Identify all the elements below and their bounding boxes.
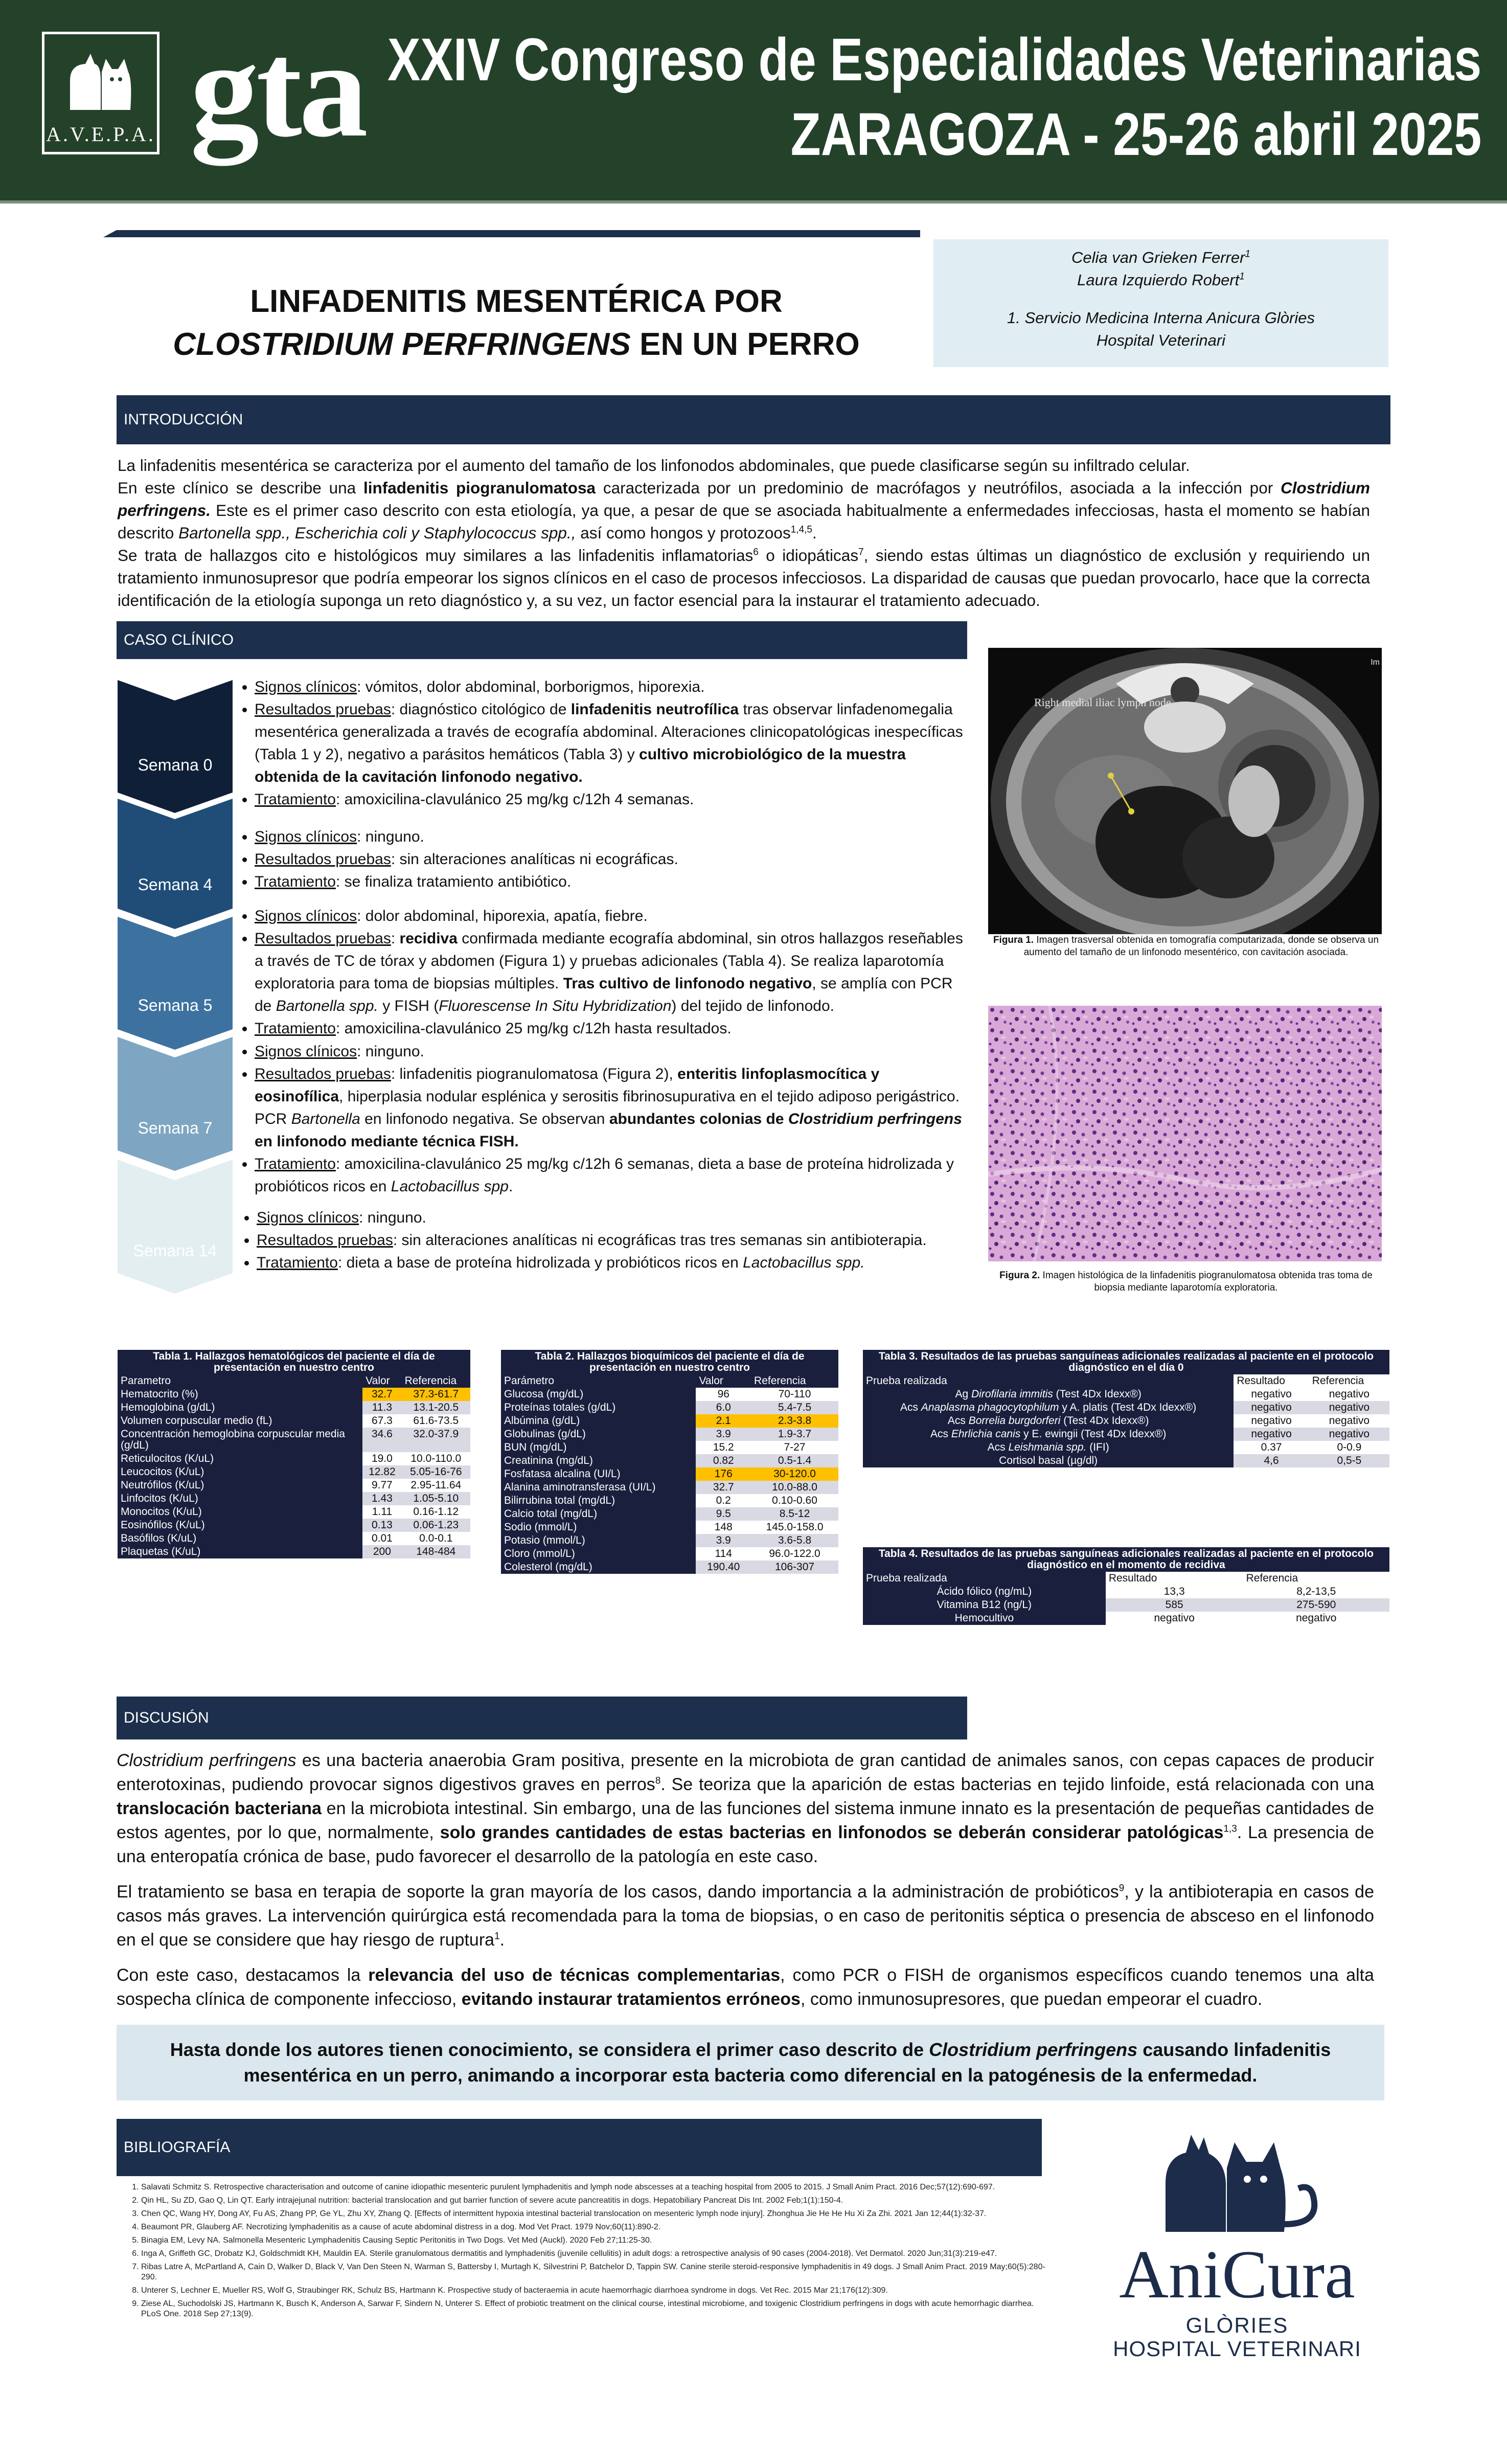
table-cell-reference: negativo bbox=[1329, 1388, 1370, 1400]
week-arrow-7 bbox=[118, 1037, 233, 1171]
table-row bbox=[863, 1441, 1389, 1454]
table-row bbox=[863, 1401, 1389, 1414]
table-cell-test bbox=[863, 1388, 1234, 1401]
table-cell-test: Ácido fólico (ng/mL) bbox=[863, 1585, 1106, 1598]
table-row bbox=[863, 1585, 1389, 1598]
table-cell-reference: 10.0-110.0 bbox=[410, 1453, 462, 1464]
table-cell-reference: negativo bbox=[1309, 1401, 1389, 1414]
table-cell-value: 0.2 bbox=[716, 1495, 731, 1506]
test-suffix: (Test 4Dx Idexx®) bbox=[1060, 1415, 1149, 1427]
table-cell-reference: 8,2-13,5 bbox=[1296, 1586, 1336, 1597]
table-cell-parameter: Hematocrito (%) bbox=[118, 1388, 362, 1401]
table-3-header: Resultado bbox=[1234, 1374, 1309, 1388]
intro-paragraph-1: La linfadenitis mesentérica se caracteriza por el aumento del tamaño de los linfonodos abdominales, que puede clasificarse según su infiltrado celular. bbox=[118, 456, 1190, 474]
table-row bbox=[501, 1547, 838, 1561]
table-cell-result: negativo bbox=[1234, 1401, 1309, 1414]
table-cell-test bbox=[863, 1441, 1234, 1454]
table-cell-test: Vitamina B12 (ng/L) bbox=[863, 1598, 1106, 1612]
table-row bbox=[118, 1479, 470, 1492]
table-row bbox=[118, 1532, 470, 1545]
table-cell-parameter: Neutrófilos (K/uL) bbox=[118, 1479, 362, 1492]
section-heading-caso-clinico: CASO CLÍNICO bbox=[117, 621, 967, 659]
avepa-text: A.V.E.P.A. bbox=[46, 123, 155, 146]
figure-1-caption: Figura 1. Imagen trasversal obtenida en tomografía computarizada, donde se observa un aumento del tamaño de un linfonodo mesentérico, con cavitación asociada. bbox=[993, 935, 1379, 958]
table-3-header: Prueba realizada bbox=[863, 1374, 1234, 1388]
table-row bbox=[501, 1388, 838, 1401]
table-row bbox=[863, 1388, 1389, 1401]
table-cell-value: 0.01 bbox=[371, 1532, 393, 1544]
table-row bbox=[118, 1388, 470, 1401]
intro-paragraph-2: En este clínico se describe una linfadenitis piogranulomatosa caracterizada por un predominio de macrófagos y neutrófilos, asociada a la infección por Clostridium perfringens. Este es el primer caso descrito con esta etiología, ya que, a pesar de que se asociada habitualmente a enfermedades infecciosas, hasta el momento se habían descrito Bartonella spp., Escherichia coli y Staphylococcus spp., así como hongos y protozoos$^{1,4,5}$. bbox=[118, 479, 1371, 542]
table-row bbox=[501, 1481, 838, 1494]
poster-title bbox=[118, 280, 915, 366]
table-row bbox=[118, 1465, 470, 1479]
table-cell-value: 148 bbox=[714, 1521, 733, 1533]
table-cell-parameter: Basófilos (K/uL) bbox=[118, 1532, 362, 1545]
dog-cat-silhouette-icon bbox=[65, 50, 136, 111]
week-label-4: Semana 4 bbox=[138, 875, 213, 894]
fig1-corner-label: Im bbox=[1371, 658, 1380, 667]
table-cell-reference: 13.1-20.5 bbox=[402, 1401, 470, 1414]
table-cell-test: Hemocultivo bbox=[863, 1612, 1106, 1625]
table-row bbox=[118, 1452, 470, 1465]
table-cell-reference: 0,5-5 bbox=[1309, 1454, 1389, 1467]
table-row bbox=[118, 1492, 470, 1505]
table-cell-value: 32.7 bbox=[696, 1481, 751, 1494]
table-row bbox=[118, 1428, 470, 1452]
table-cell-reference: 5.05-16-76 bbox=[402, 1465, 470, 1479]
table-cell-reference: 275-590 bbox=[1243, 1598, 1389, 1612]
table-4-header: Resultado bbox=[1106, 1572, 1243, 1585]
table-cell-result: negativo bbox=[1154, 1612, 1195, 1624]
bibliography-item: 9. Ziese AL, Suchodolski JS, Hartmann K, Busch K, Anderson A, Sarwar F, Sindern N, Unterer S. Effect of probiotic treatment on the clinical course, intestinal microbiome, and toxigenic Clostridium perfringens in dogs with acute hemorrhagic diarrhea. PLoS One. 2018 Sep 27;13(9). bbox=[141, 2299, 1047, 2319]
table-1-header: Parametro bbox=[118, 1374, 362, 1388]
week-label-14: Semana 14 bbox=[133, 1241, 217, 1260]
table-cell-reference: 61.6-73.5 bbox=[413, 1415, 459, 1427]
table-cell-reference: 3.6-5.8 bbox=[751, 1534, 838, 1547]
table-cell-result: negativo bbox=[1234, 1428, 1309, 1441]
title-rule bbox=[117, 230, 920, 237]
table-cell-reference: 10.0-88.0 bbox=[751, 1481, 838, 1494]
table-cell-reference: 70-110 bbox=[778, 1388, 811, 1400]
congress-location-date: ZARAGOZA - 25-26 abril 2025 bbox=[790, 101, 1481, 168]
table-cell-value: 0.13 bbox=[362, 1519, 401, 1532]
table-1-caption: Tabla 1. Hallazgos hematológicos del paciente el día de presentación en nuestro centro bbox=[118, 1350, 470, 1374]
table-cell-reference: 32.0-37.9 bbox=[402, 1428, 470, 1452]
table-cell-reference: 106-307 bbox=[751, 1561, 838, 1574]
table-row bbox=[501, 1507, 838, 1521]
table-cell-value: 3.9 bbox=[696, 1534, 751, 1547]
table-cell-result: negativo bbox=[1251, 1388, 1292, 1400]
table-4-header: Prueba realizada bbox=[863, 1572, 1106, 1585]
affiliation-2: Hospital Veterinari bbox=[1096, 331, 1226, 349]
bibliography-item: 6. Inga A, Griffeth GC, Drobatz KJ, Goldschmidt KH, Mauldin EA. Sterile granulomatous dermatitis and lymphadenitis (juvenile cellulitis) in adult dogs: a retrospective analysis of 90 cases (2004-2018). Vet Dermatol. 2020 Jun;31(3):219-e47. bbox=[141, 2249, 1047, 2259]
table-cell-result: 4,6 bbox=[1234, 1454, 1309, 1467]
test-prefix: Acs bbox=[987, 1441, 1009, 1453]
test-prefix: Acs bbox=[930, 1428, 951, 1440]
anicura-glories: GLÒRIES bbox=[1185, 2313, 1289, 2337]
bibliography-item: 5. Binagia EM, Levy NA. Salmonella Mesenteric Lymphadenitis Causing Septic Peritonitis in Two Dogs. Vet Med (Auckl). 2020 Feb 27;11:25-30. bbox=[141, 2235, 1047, 2246]
affiliation-1: 1. Servicio Medicina Interna Anicura Glòries bbox=[1007, 309, 1315, 327]
table-cell-parameter: Cloro (mmol/L) bbox=[501, 1547, 696, 1561]
table-cell-parameter: Concentración hemoglobina corpuscular media (g/dL) bbox=[118, 1428, 362, 1452]
week-label-5: Semana 5 bbox=[138, 996, 213, 1014]
conclusion-box: Hasta donde los autores tienen conocimiento, se considera el primer caso descrito de Clostridium perfringens causando linfadenitis mesentérica en un perro, animando a incorporar esta bacteria como diferencial en la patogénesis de la enfermedad. bbox=[117, 2025, 1384, 2100]
test-organism: Leishmania spp. bbox=[1008, 1441, 1087, 1453]
table-cell-parameter: Potasio (mmol/L) bbox=[501, 1534, 696, 1547]
table-cell-value: 96 bbox=[717, 1388, 729, 1400]
test-suffix: (Test 4Dx Idexx®) bbox=[1053, 1388, 1141, 1400]
table-4-relapse-tests bbox=[863, 1547, 1389, 1625]
week-label-7: Semana 7 bbox=[138, 1119, 213, 1137]
table-cell-parameter: Alanina aminotransferasa (UI/L) bbox=[501, 1481, 696, 1494]
title-rest: EN UN PERRO bbox=[630, 327, 860, 362]
table-cell-parameter: Eosinófilos (K/uL) bbox=[118, 1519, 362, 1532]
table-cell-parameter: Fosfatasa alcalina (UI/L) bbox=[501, 1467, 696, 1481]
table-cell-parameter: Albúmina (g/dL) bbox=[501, 1414, 696, 1428]
table-1-hematology bbox=[118, 1350, 470, 1558]
table-2-caption: Tabla 2. Hallazgos bioquímicos del paciente el día de presentación en nuestro centro bbox=[501, 1350, 838, 1374]
table-row bbox=[863, 1414, 1389, 1428]
table-cell-parameter: Leucocitos (K/uL) bbox=[118, 1465, 362, 1479]
table-cell-result: negativo bbox=[1251, 1415, 1292, 1427]
table-3-caption: Tabla 3. Resultados de las pruebas sanguíneas adicionales realizadas al paciente en el protocolo diagnóstico en el día 0 bbox=[863, 1350, 1389, 1374]
section-heading-discusion: DISCUSIÓN bbox=[117, 1697, 967, 1739]
table-cell-reference: 1.05-5.10 bbox=[402, 1492, 470, 1505]
author-2: Laura Izquierdo Robert$^1$ bbox=[1077, 271, 1245, 289]
week-arrow-4 bbox=[118, 799, 233, 929]
title-organism: CLOSTRIDIUM PERFRINGENS bbox=[173, 327, 631, 362]
anicura-hospital: HOSPITAL VETERINARI bbox=[1113, 2337, 1361, 2361]
table-cell-reference: 8.5-12 bbox=[751, 1507, 838, 1521]
test-suffix: y E. ewingii (Test 4Dx Idexx®) bbox=[1020, 1428, 1167, 1440]
table-cell-value: 6.0 bbox=[696, 1401, 751, 1414]
table-cell-reference: 2.95-11.64 bbox=[410, 1479, 462, 1491]
table-4-caption: Tabla 4. Resultados de las pruebas sanguíneas adicionales realizadas al paciente en el protocolo diagnóstico en el momento de recidiva bbox=[863, 1547, 1389, 1572]
table-cell-parameter: Calcio total (mg/dL) bbox=[501, 1507, 696, 1521]
table-cell-result: 13,3 bbox=[1163, 1586, 1185, 1597]
header-banner bbox=[0, 0, 1507, 204]
table-cell-reference: 5.4-7.5 bbox=[751, 1401, 838, 1414]
table-row bbox=[501, 1414, 838, 1428]
table-2-header: Valor bbox=[696, 1374, 751, 1388]
table-row bbox=[863, 1454, 1389, 1467]
table-cell-value: 12.82 bbox=[362, 1465, 401, 1479]
intro-paragraph-3: Se trata de hallazgos cito e histológicos muy similares a las linfadenitis inflamatorias$^6$ o idiopáticas$^7$, siendo estas últimas un diagnóstico de exclusión y requiriendo un tratamiento inmunosupresor que podría empeorar los signos clínicos en el caso de procesos infecciosos. La disparidad de causas que puedan provocarlo, hace que la correcta identificación de la etiología suponga un reto diagnóstico y, a su vez, un factor esencial para la instaurar el tratamiento adecuado. bbox=[118, 546, 1371, 609]
table-row bbox=[118, 1401, 470, 1414]
table-cell-reference: negativo bbox=[1329, 1415, 1370, 1427]
table-cell-test bbox=[863, 1414, 1234, 1428]
bibliography-item: 8. Unterer S, Lechner E, Mueller RS, Wolf G, Straubinger RK, Schulz BS, Hartmann K. Prospective study of bacteraemia in acute haemorrhagic diarrhoea syndrome in dogs. Vet Rec. 2015 Mar 21;176(12):309. bbox=[141, 2286, 1047, 2296]
table-cell-reference: 148-484 bbox=[402, 1545, 470, 1558]
table-row bbox=[501, 1561, 838, 1574]
table-cell-reference: 96.0-122.0 bbox=[769, 1548, 820, 1559]
table-cell-parameter: Glucosa (mg/dL) bbox=[501, 1388, 696, 1401]
table-cell-parameter: Hemoglobina (g/dL) bbox=[118, 1401, 362, 1414]
fig1-overlay-label: Right medial iliac lymph node bbox=[1034, 696, 1171, 709]
table-cell-value: 19.0 bbox=[371, 1453, 393, 1464]
title-line-1: LINFADENITIS MESENTÉRICA POR bbox=[250, 284, 783, 319]
table-2-header: Parámetro bbox=[501, 1374, 696, 1388]
test-organism: Borrelia burgdorferi bbox=[968, 1415, 1061, 1427]
week-5-details: • Signos clínicos: dolor abdominal, hiporexia, apatía, fiebre. • Resultados pruebas: recidiva confirmada mediante ecografía abdominal, sin otros hallazgos reseñables a través de TC de tórax y abdomen (Figura 1) y pruebas adicionales (Tabla 4). Se realiza laparotomía exploratoria para toma de biopsias múltiples. Tras cultivo de linfonodo negativo, se amplía con PCR de Bartonella spp. y FISH (Fluorescense In Situ Hybridization) del tejido de linfonodo. • Tratamiento: amoxicilina-clavulánico 25 mg/kg c/12h hasta resultados. bbox=[234, 905, 970, 1040]
table-cell-value: 32.7 bbox=[362, 1388, 401, 1401]
table-row bbox=[501, 1467, 838, 1481]
table-cell-value: 34.6 bbox=[362, 1428, 401, 1452]
table-cell-value: 176 bbox=[696, 1467, 751, 1481]
table-cell-parameter: Creatinina (mg/dL) bbox=[501, 1454, 696, 1467]
test-organism: Dirofilaria immitis bbox=[971, 1388, 1053, 1400]
table-row bbox=[118, 1545, 470, 1558]
figure-2-histology-image bbox=[988, 1006, 1382, 1261]
table-cell-value: 15.2 bbox=[713, 1441, 734, 1453]
discussion-paragraph-1: Clostridium perfringens es una bacteria anaerobia Gram positiva, presente en la microbiota de gran cantidad de animales sanos, con cepas capaces de producir enterotoxinas, pudiendo provocar signos digestivos graves en perros$^8$. Se teoriza que la aparición de estas bacterias en tejido linfoide, está relacionada con una translocación bacteriana en la microbiota intestinal. Sin embargo, una de las funciones del sistema inmune innato es la presentación de pequeñas cantidades de estos agentes, por lo que, normalmente, solo grandes cantidades de estas bacterias en linfonodos se deberán considerar patológicas$^{1,3}$. La presencia de una enteropatía crónica de base, pudo favorecer el desarrollo de la patología en este caso. bbox=[117, 1751, 1375, 1866]
table-row bbox=[501, 1401, 838, 1414]
table-cell-reference: 1.9-3.7 bbox=[751, 1428, 838, 1441]
table-cell-reference: 7-27 bbox=[784, 1441, 806, 1453]
week-arrow-0 bbox=[118, 680, 233, 813]
table-row bbox=[863, 1612, 1389, 1625]
table-cell-reference: 0-0.9 bbox=[1337, 1441, 1362, 1453]
figure-2-caption: Figura 2. Imagen histológica de la linfadenitis piogranulomatosa obtenida tras toma de biopsia mediante laparotomía exploratoria. bbox=[999, 1270, 1373, 1293]
discussion-text bbox=[117, 1749, 1374, 2023]
table-2-biochemistry bbox=[501, 1350, 838, 1574]
week-label-0: Semana 0 bbox=[138, 756, 213, 774]
table-row bbox=[118, 1414, 470, 1428]
discussion-paragraph-2: El tratamiento se basa en terapia de soporte la gran mayoría de los casos, dando importancia a la administración de probióticos$^9$, y la antibioterapia en casos de casos más graves. La intervención quirúrgica está recomendada para la toma de biopsias, o en caso de peritonitis séptica o presencia de absceso en el linfonodo en el que se considere que hay riesgo de ruptura$^1$. bbox=[117, 1882, 1374, 1950]
table-cell-parameter: Reticulocitos (K/uL) bbox=[118, 1452, 362, 1465]
anicura-animals-icon bbox=[1094, 2122, 1350, 2234]
table-cell-parameter: Volumen corpuscular medio (fL) bbox=[118, 1414, 362, 1428]
table-1-header: Referencia bbox=[402, 1374, 470, 1388]
test-prefix: Acs bbox=[947, 1415, 969, 1427]
table-cell-value: 1.11 bbox=[372, 1506, 393, 1518]
table-cell-parameter: Bilirrubina total (mg/dL) bbox=[501, 1494, 696, 1507]
table-cell-parameter: Sodio (mmol/L) bbox=[501, 1521, 696, 1534]
table-cell-result: 585 bbox=[1106, 1598, 1243, 1612]
bibliography-item: 7. Ribas Latre A, McPartland A, Cain D, Walker D, Black V, Van Den Steen N, Warman S, Battersby I, Murtagh K, Silvestrini P, Batchelor D, Tappin SW. Canine sterile steroid-responsive lymphadenitis in 49 dogs. J Small Anim Pract. 2019 May;60(5):280-290. bbox=[141, 2262, 1047, 2282]
table-cell-reference: 30-120.0 bbox=[751, 1467, 838, 1481]
week-14-details: • Signos clínicos: ninguno. • Resultados pruebas: sin alteraciones analíticas ni ecográficas tras tres semanas sin antibioterapia. • Tratamiento: dieta a base de proteína hidrolizada y probióticos ricos en Lactobacillus spp. bbox=[236, 1207, 972, 1274]
table-cell-value: 190.40 bbox=[696, 1561, 751, 1574]
section-heading-introduccion: INTRODUCCIÓN bbox=[117, 395, 1390, 444]
table-row bbox=[501, 1454, 838, 1467]
table-row bbox=[863, 1428, 1389, 1441]
table-cell-parameter: Plaquetas (K/uL) bbox=[118, 1545, 362, 1558]
table-2-header: Referencia bbox=[751, 1374, 838, 1388]
discussion-paragraph-3: Con este caso, destacamos la relevancia del uso de técnicas complementarias, como PCR o FISH de organismos específicos cuando tenemos una alta sospecha clínica de componente infeccioso, evitando instaurar tratamientos erróneos, como inmunosupresores, que puedan empeorar el cuadro. bbox=[117, 1965, 1374, 2009]
week-arrow-14 bbox=[118, 1160, 233, 1294]
table-cell-reference: 0.5-1.4 bbox=[751, 1454, 838, 1467]
table-cell-value: 2.1 bbox=[696, 1414, 751, 1428]
table-cell-test bbox=[863, 1454, 1234, 1467]
table-row bbox=[501, 1428, 838, 1441]
table-cell-result: 0.37 bbox=[1261, 1441, 1282, 1453]
test-suffix: y A. platis (Test 4Dx Idexx®) bbox=[1059, 1401, 1197, 1413]
authors-box bbox=[933, 239, 1388, 367]
test-prefix: Ag bbox=[955, 1388, 971, 1400]
table-row bbox=[501, 1534, 838, 1547]
table-row bbox=[501, 1494, 838, 1507]
week-7-details: • Signos clínicos: ninguno. • Resultados pruebas: linfadenitis piogranulomatosa (Figura 2), enteritis linfoplasmocítica y eosinofílica, hiperplasia nodular esplénica y serositis fibrinosupurativa en el tejido adiposo perigástrico. PCR Bartonella en linfonodo negativa. Se observan abundantes colonias de Clostridium perfringens en linfonodo mediante técnica FISH. • Tratamiento: amoxicilina-clavulánico 25 mg/kg c/12h 6 semanas, dieta a base de proteína hidrolizada y probióticos ricos en Lactobacillus spp. bbox=[234, 1041, 970, 1198]
table-cell-test bbox=[863, 1401, 1234, 1414]
author-1: Celia van Grieken Ferrer$^1$ bbox=[1071, 248, 1250, 266]
table-cell-value: 11.3 bbox=[362, 1401, 401, 1414]
bibliography-item: 4. Beaumont PR, Glauberg AF. Necrotizing lymphadenitis as a cause of acute abdominal distress in a dog. Mod Vet Pract. 1979 Nov;60(11):890-2. bbox=[141, 2222, 1047, 2232]
table-3-additional-tests bbox=[863, 1350, 1389, 1467]
test-organism: Anaplasma phagocytophilum bbox=[921, 1401, 1059, 1413]
table-cell-parameter: Proteínas totales (g/dL) bbox=[501, 1401, 696, 1414]
table-cell-reference: 0.06-1.23 bbox=[402, 1519, 470, 1532]
bibliography-list bbox=[117, 2182, 1047, 2322]
table-row bbox=[118, 1505, 470, 1519]
table-row bbox=[118, 1519, 470, 1532]
bibliography-item: 1. Salavati Schmitz S. Retrospective characterisation and outcome of canine idiopathic mesenteric purulent lymphadenitis and lymph node abscesses at a teaching hospital from 2005 to 2015. J Small Anim Pract. 2016 Dec;57(12):690-697. bbox=[141, 2182, 1047, 2192]
week-0-details: • Signos clínicos: vómitos, dolor abdominal, borborigmos, hiporexia. • Resultados pruebas: diagnóstico citológico de linfadenitis neutrofílica tras observar linfadenomegalia mesentérica generalizada a través de ecografía abdominal. Alteraciones clinicopatológicas inespecíficas (Tabla 1 y 2), negativo a parásitos hemáticos (Tabla 3) y cultivo microbiológico de la muestra obtenida de la cavitación linfonodo negativo. • Tratamiento: amoxicilina-clavulánico 25 mg/kg c/12h 4 semanas. bbox=[234, 676, 970, 811]
test-prefix: Cortisol basal (µg/dl) bbox=[999, 1455, 1098, 1466]
anicura-wordmark: AniCura bbox=[1119, 2236, 1355, 2312]
table-cell-value: 3.9 bbox=[696, 1428, 751, 1441]
table-cell-reference: 0.0-0.1 bbox=[419, 1532, 453, 1544]
table-cell-reference: 37.3-61.7 bbox=[402, 1388, 470, 1401]
week-4-details: • Signos clínicos: ninguno. • Resultados pruebas: sin alteraciones analíticas ni ecográficas. • Tratamiento: se finaliza tratamiento antibiótico. bbox=[234, 826, 970, 893]
table-cell-parameter: Linfocitos (K/uL) bbox=[118, 1492, 362, 1505]
table-cell-reference: 0.10-0.60 bbox=[772, 1495, 817, 1506]
table-row bbox=[501, 1441, 838, 1454]
table-cell-value: 1.43 bbox=[362, 1492, 401, 1505]
table-cell-value: 9.77 bbox=[371, 1479, 393, 1491]
table-cell-parameter: Monocitos (K/uL) bbox=[118, 1505, 362, 1519]
table-cell-reference: 2.3-3.8 bbox=[751, 1414, 838, 1428]
table-cell-reference: negativo bbox=[1296, 1612, 1337, 1624]
table-1-header: Valor bbox=[362, 1374, 401, 1388]
test-prefix: Acs bbox=[900, 1401, 921, 1413]
test-organism: Ehrlichia canis bbox=[951, 1428, 1021, 1440]
table-cell-reference: 0.16-1.12 bbox=[413, 1506, 459, 1518]
figure-1-ct-image bbox=[988, 648, 1382, 934]
bibliography-item: 2. Qin HL, Su ZD, Gao Q, Lin QT. Early intrajejunal nutrition: bacterial translocation and gut barrier function of severe acute pancreatitis in dogs. Hepatobiliary Pancreat Dis Int. 2002 Feb;1(1):150-4. bbox=[141, 2196, 1047, 2206]
table-3-header: Referencia bbox=[1309, 1374, 1389, 1388]
introduction-text bbox=[118, 454, 1370, 612]
table-cell-parameter: Globulinas (g/dL) bbox=[501, 1428, 696, 1441]
table-cell-test bbox=[863, 1428, 1234, 1441]
table-cell-reference: 145.0-158.0 bbox=[766, 1521, 824, 1533]
section-heading-bibliografia: BIBLIOGRAFÍA bbox=[117, 2119, 1042, 2176]
table-cell-parameter: BUN (mg/dL) bbox=[501, 1441, 696, 1454]
table-4-header: Referencia bbox=[1243, 1572, 1389, 1585]
congress-title: XXIV Congreso de Especialidades Veterinarias bbox=[387, 26, 1481, 94]
table-cell-value: 114 bbox=[715, 1548, 732, 1559]
table-cell-value: 9.5 bbox=[696, 1507, 751, 1521]
table-cell-parameter: Colesterol (mg/dL) bbox=[501, 1561, 696, 1574]
bibliography-item: 3. Chen QC, Wang HY, Dong AY, Fu AS, Zhang PP, Ge YL, Zhu XY, Zhang Q. [Effects of intermittent hypoxia intestinal bacterial translocation on mesenteric lymph node injury]. Zhonghua Jie He He Hu Xi Za Zhi. 2021 Jan 12;44(1):32-37. bbox=[141, 2209, 1047, 2219]
table-cell-value: 67.3 bbox=[371, 1415, 393, 1427]
table-cell-value: 200 bbox=[362, 1545, 401, 1558]
table-cell-reference: negativo bbox=[1309, 1428, 1389, 1441]
gta-logo: gta bbox=[190, 13, 365, 166]
table-row bbox=[863, 1598, 1389, 1612]
test-suffix: (IFI) bbox=[1086, 1441, 1109, 1453]
title-line-2 bbox=[118, 323, 915, 366]
table-row bbox=[501, 1521, 838, 1534]
week-arrow-5 bbox=[118, 917, 233, 1050]
avepa-logo bbox=[42, 32, 159, 154]
table-cell-value: 0.82 bbox=[696, 1454, 751, 1467]
